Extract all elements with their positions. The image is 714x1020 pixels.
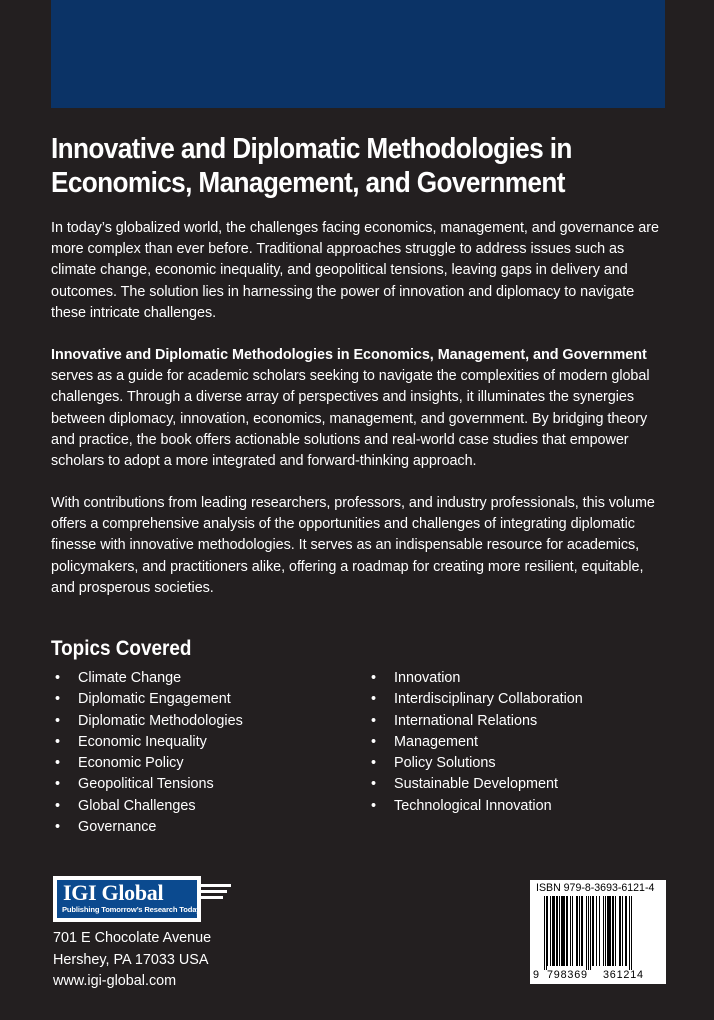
barcode-bar [579, 896, 580, 966]
publisher-logo [53, 876, 233, 922]
topic-label: Climate Change [78, 670, 182, 686]
topic-item [55, 774, 243, 795]
barcode-bar [625, 896, 627, 966]
isbn-barcode [530, 880, 666, 984]
bullet-icon: • [55, 712, 61, 729]
barcode-bar [561, 896, 565, 966]
barcode-digits [530, 968, 666, 982]
topic-item [55, 817, 243, 838]
topic-item [371, 796, 583, 817]
bullet-icon: • [55, 776, 61, 793]
topic-label: Technological Innovation [394, 797, 552, 814]
description-paragraph-1: In today’s globalized world, the challenges facing economics, management, and governance are more complex than ever before. Traditional approaches struggle to address issues such as climate change, economic inequality, and geopolitical tensions, leaving gaps in delivery and outcomes. The solution lies in harnessing the power of innovation and diplomacy to navigate these intricate challenges. [51, 220, 659, 321]
barcode-bar [550, 896, 551, 966]
bullet-icon: • [371, 755, 377, 772]
barcode-bar [570, 896, 571, 966]
topic-label: Diplomatic Methodologies [78, 712, 243, 729]
topic-item [371, 689, 583, 710]
topic-item [371, 732, 583, 753]
barcode-digits-right: 361214 [603, 969, 644, 981]
barcode-bar [590, 896, 591, 970]
topic-label: Geopolitical Tensions [78, 776, 214, 793]
barcode-bar [615, 896, 616, 966]
topic-label: Policy Solutions [394, 755, 496, 772]
topic-label: Innovation [394, 670, 461, 686]
topic-label: Global Challenges [78, 797, 196, 814]
bullet-icon: • [55, 733, 61, 750]
logo-frame [53, 876, 201, 922]
bullet-icon: • [371, 776, 377, 793]
barcode-bar [622, 896, 623, 966]
barcode-bar [596, 896, 597, 966]
topic-label: Management [394, 733, 478, 750]
topic-label: Economic Policy [78, 755, 184, 772]
publisher-address [53, 928, 211, 993]
bullet-icon: • [55, 819, 61, 836]
topic-label: Governance [78, 819, 157, 836]
logo-name: IGI Global [63, 880, 164, 905]
topic-label: International Relations [394, 712, 538, 729]
topic-label: Diplomatic Engagement [78, 691, 231, 708]
barcode-bar [603, 896, 604, 966]
barcode-bar [612, 896, 614, 966]
topics-list-column-2 [371, 668, 583, 817]
book-title-line-2: Economics, Management, and Government [51, 167, 565, 199]
barcode-bar [566, 896, 568, 966]
bullet-icon: • [371, 712, 377, 729]
description-book-title-bold: Innovative and Diplomatic Methodologies in Economics, Management, and Government [51, 347, 647, 363]
topic-item [55, 711, 243, 732]
barcode-bar [592, 896, 594, 966]
bullet-icon: • [55, 755, 61, 772]
barcode-bar [556, 896, 558, 966]
publisher-website: www.igi-global.com [53, 973, 177, 990]
barcode-bar [631, 896, 632, 970]
logo-tagline: Publishing Tomorrow’s Research Today [62, 905, 201, 914]
isbn-label: ISBN 979-8-3693-6121-4 [536, 882, 655, 894]
book-title-line-1: Innovative and Diplomatic Methodologies in [51, 133, 572, 165]
topic-item [55, 689, 243, 710]
barcode-bar [629, 896, 630, 970]
topic-item [371, 668, 583, 689]
barcode-bar [552, 896, 555, 966]
barcode-bar [546, 896, 547, 970]
barcode-bar [576, 896, 578, 966]
cover-top-band [51, 0, 665, 108]
topic-item [55, 753, 243, 774]
topic-item [55, 732, 243, 753]
barcode-bar [607, 896, 611, 966]
barcode-digit-first: 9 [533, 969, 540, 981]
logo-speed-lines-icon [199, 882, 233, 904]
bullet-icon: • [371, 733, 377, 750]
bullet-icon: • [55, 797, 61, 814]
topic-item [371, 753, 583, 774]
bullet-icon: • [55, 691, 61, 708]
barcode-bar [619, 896, 621, 966]
barcode-bar [572, 896, 573, 966]
bullet-icon: • [371, 670, 377, 686]
barcode-bar [544, 896, 545, 970]
barcode-bar [599, 896, 600, 966]
logo-panel [57, 880, 201, 918]
barcode-bar [581, 896, 583, 966]
address-city: Hershey, PA 17033 USA [53, 951, 209, 968]
description-paragraph-3: With contributions from leading researchers, professors, and industry professionals, this volume offers a comprehensive analysis of the opportunities and challenges of integrating diplomatic finesse with innovative methodologies. It serves as an indispensable resource for academics, policymakers, and practitioners alike, offering a roadmap for creating more resilient, equitable, and prosperous societies. [51, 495, 655, 596]
topic-item [371, 774, 583, 795]
barcode-bars [530, 896, 666, 972]
bullet-icon: • [371, 691, 377, 708]
barcode-bar [586, 896, 587, 970]
barcode-digits-left: 798369 [547, 969, 588, 981]
description-paragraph-2 [51, 345, 663, 472]
topic-item [55, 796, 243, 817]
barcode-bar [605, 896, 606, 966]
topic-item [371, 711, 583, 732]
barcode-bar [588, 896, 589, 970]
description-paragraph-2-text: serves as a guide for academic scholars seeking to navigate the complexities of modern global challenges. Through a diverse array of perspectives and insights, it illuminates the synergies between diplomacy, innovation, economics, management, and government. By bridging theory and practice, the book offers actionable solutions and real-world case studies that empower scholars to adopt a more integrated and forward-thinking approach. [51, 368, 650, 470]
topics-heading: Topics Covered [51, 637, 192, 660]
address-street: 701 E Chocolate Avenue [53, 930, 212, 946]
topics-list-column-1 [55, 668, 243, 838]
topic-item [55, 668, 243, 689]
topic-label: Interdisciplinary Collaboration [394, 691, 583, 708]
bullet-icon: • [55, 670, 61, 686]
barcode-bar [547, 896, 548, 966]
topic-label: Economic Inequality [78, 733, 207, 750]
topic-label: Sustainable Development [394, 776, 558, 793]
barcode-bar [559, 896, 560, 966]
bullet-icon: • [371, 797, 377, 814]
book-title [51, 132, 621, 200]
